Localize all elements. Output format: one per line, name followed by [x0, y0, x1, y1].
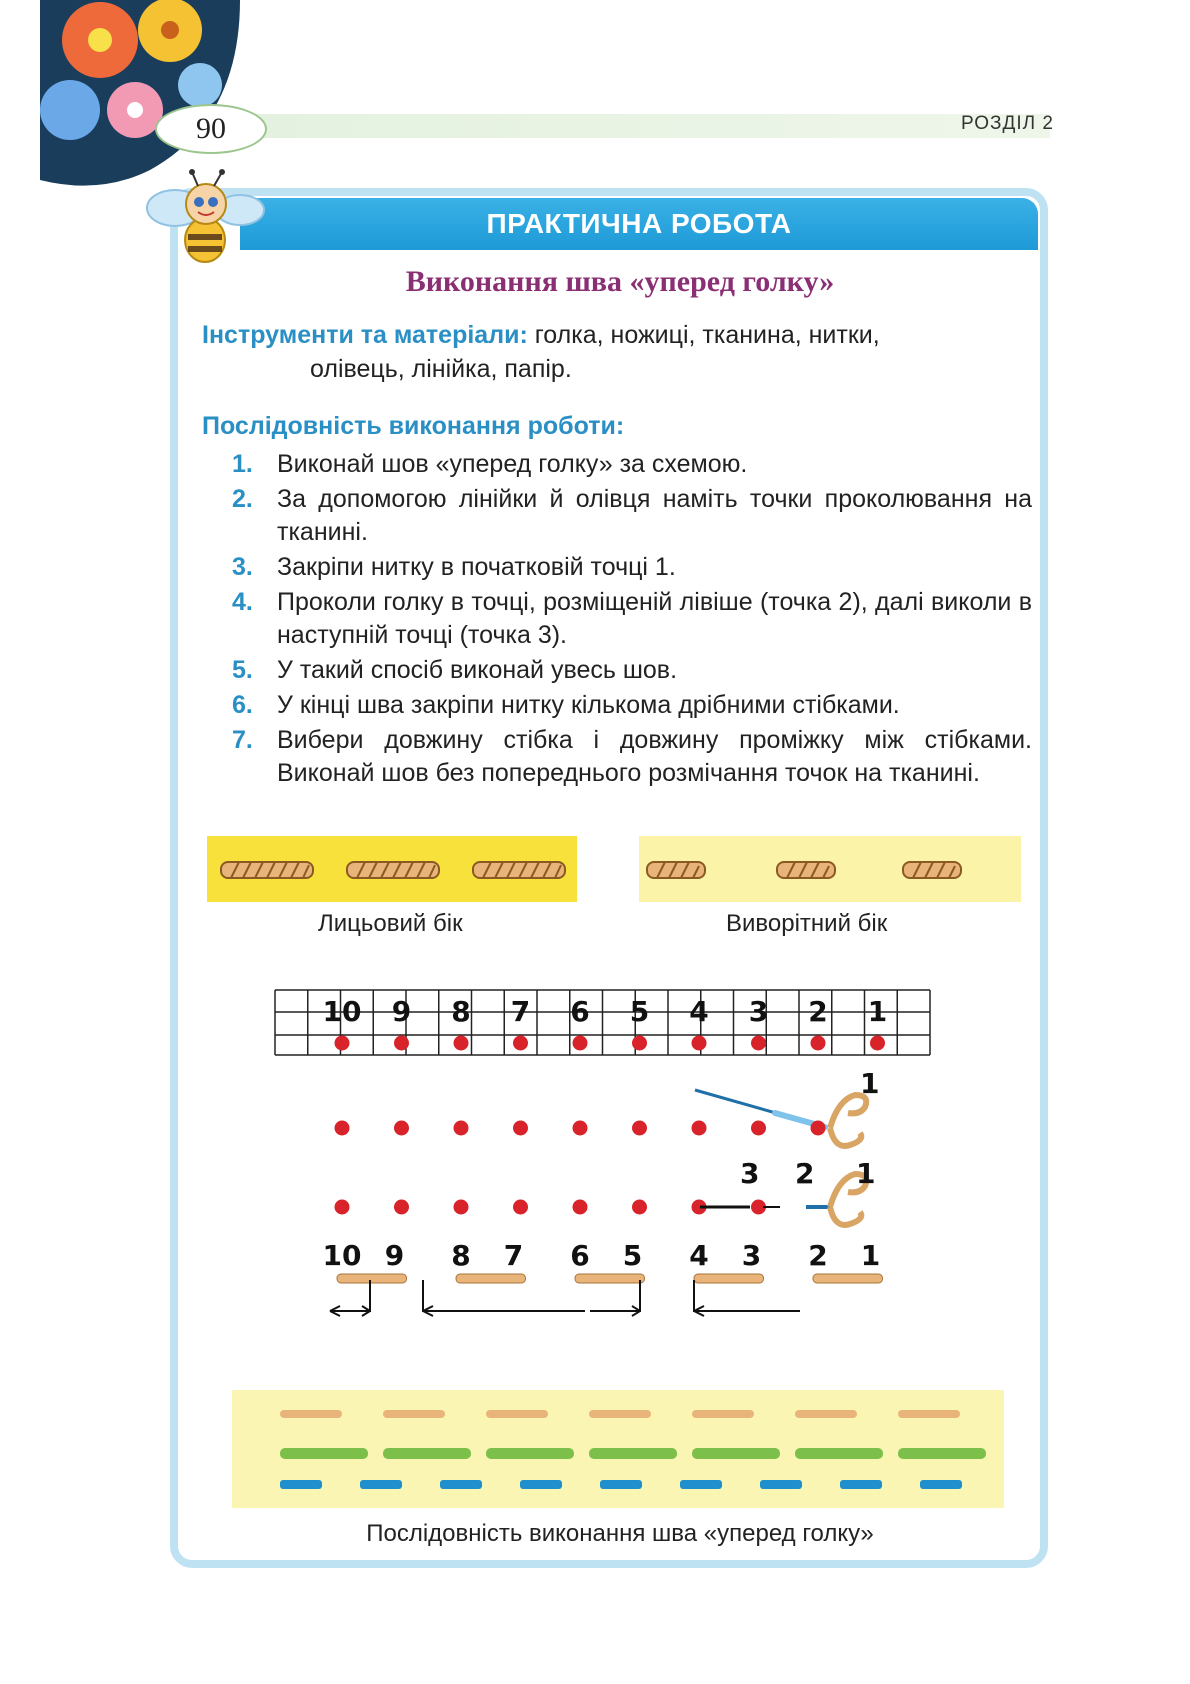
step-text: У кінці шва закріпи нитку кількома дрібними стібками. — [277, 691, 900, 719]
grid-number: 8 — [451, 995, 471, 1028]
row4-number: 9 — [384, 1239, 405, 1272]
grid-number: 9 — [391, 995, 412, 1028]
stripe-orange — [280, 1410, 342, 1418]
step-item — [232, 724, 1032, 790]
stitch-point — [632, 1121, 647, 1136]
back-side-fabric-image — [639, 836, 1021, 902]
row4-numbers — [323, 1239, 881, 1272]
stitch-point — [573, 1036, 588, 1051]
grid-number: 4 — [689, 995, 709, 1028]
grid-number: 10 — [322, 995, 362, 1028]
stripe-blue — [680, 1480, 722, 1489]
bottom-caption: Послідовність виконання шва «уперед голку» — [366, 1520, 874, 1547]
stitch-point — [632, 1036, 647, 1051]
stitch — [456, 1274, 526, 1283]
stripe-blue — [440, 1480, 482, 1489]
row3-label: 3 — [740, 1157, 760, 1190]
materials-label: Інструменти та матеріали: — [202, 321, 528, 349]
stitch-point — [394, 1036, 409, 1051]
row4-number: 4 — [689, 1239, 709, 1272]
front-side-caption: Лицьовий бік — [318, 910, 463, 937]
step-text: Виконай шов «уперед голку» за схемою. — [277, 450, 748, 478]
materials-paragraph — [202, 318, 1032, 386]
stripe-green — [383, 1448, 471, 1459]
subtitle: Виконання шва «уперед голку» — [405, 265, 835, 298]
stitch-point — [751, 1121, 766, 1136]
materials-list-line1: голка, ножиці, тканина, нитки, — [527, 321, 880, 349]
stitch-point — [513, 1121, 528, 1136]
stripe-blue — [600, 1480, 642, 1489]
grid-number: 6 — [570, 995, 590, 1028]
stitch-point — [692, 1121, 707, 1136]
row4-number: 8 — [451, 1239, 471, 1272]
flower-decoration-image — [40, 0, 260, 195]
stitch-point — [454, 1121, 469, 1136]
stripe-blue — [760, 1480, 802, 1489]
stripe-orange — [692, 1410, 754, 1418]
stripe-green — [898, 1448, 986, 1459]
row4-number: 6 — [570, 1239, 590, 1272]
stripe-orange — [898, 1410, 960, 1418]
stripe-green — [486, 1448, 574, 1459]
stitch-point — [573, 1200, 588, 1215]
stitch-point — [811, 1036, 826, 1051]
stitch-point — [513, 1036, 528, 1051]
header-strip — [250, 114, 1050, 138]
stitch — [337, 1274, 407, 1283]
step-number: 7. — [232, 726, 253, 754]
stripe-blue — [520, 1480, 562, 1489]
stripe-blue — [840, 1480, 882, 1489]
step-item — [232, 448, 1032, 481]
step-item — [232, 551, 1032, 584]
bee-mascot-icon — [140, 168, 270, 268]
stitch-point — [751, 1036, 766, 1051]
stitch-point — [870, 1036, 885, 1051]
panel-title: ПРАКТИЧНА РОБОТА — [240, 198, 1038, 250]
grid-number: 3 — [748, 995, 769, 1028]
step-text: За допомогою лінійки й олівця наміть точки проколювання на тканині. — [277, 485, 1032, 546]
step-text: Вибери довжину стібка і довжину проміжку між стібками. Виконай шов без попереднього розмічання точок на тканині. — [277, 726, 1032, 787]
step-text: Проколи голку в точці, розміщеній лівіше (точка 2), далі виколи в наступній точці (точка 3). — [277, 588, 1032, 649]
step-number: 3. — [232, 553, 253, 581]
row4-number: 5 — [622, 1239, 643, 1272]
stitch-point — [335, 1036, 350, 1051]
grid-number: 7 — [510, 995, 531, 1028]
step-number: 4. — [232, 588, 253, 616]
stripe-green — [589, 1448, 677, 1459]
step-text: Закріпи нитку в початковій точці 1. — [277, 553, 676, 581]
step-text: У такий спосіб виконай увесь шов. — [277, 656, 678, 684]
stitch — [813, 1274, 883, 1283]
step-item — [232, 654, 1032, 687]
stitch — [694, 1274, 764, 1283]
row4-number: 3 — [741, 1239, 762, 1272]
row4-number: 7 — [503, 1239, 524, 1272]
stitch-point — [394, 1121, 409, 1136]
step-number: 5. — [232, 656, 253, 684]
grid — [275, 990, 930, 1055]
stripe-blue — [280, 1480, 322, 1489]
row2-dots — [335, 1121, 826, 1136]
thread-loop-icon — [830, 1095, 866, 1146]
step-item — [232, 483, 1032, 549]
stitch-point — [692, 1036, 707, 1051]
grid-number: 1 — [867, 995, 888, 1028]
stripe-green — [280, 1448, 368, 1459]
row3-label: 2 — [795, 1157, 815, 1190]
row4-arrows — [330, 1280, 800, 1316]
row4-number: 1 — [860, 1239, 881, 1272]
stitch-diagram — [270, 985, 950, 1350]
stitch-sequence-stripes — [232, 1390, 1004, 1508]
stitch-point — [394, 1200, 409, 1215]
step-item — [232, 586, 1032, 652]
row3-label: 1 — [856, 1157, 876, 1190]
grid-dots — [335, 1036, 886, 1051]
grid-number: 5 — [629, 995, 650, 1028]
stitch-point — [632, 1200, 647, 1215]
stitch-point — [454, 1036, 469, 1051]
stripe-orange — [486, 1410, 548, 1418]
steps-list — [232, 448, 1032, 792]
stripe-blue — [360, 1480, 402, 1489]
grid-number: 2 — [808, 995, 828, 1028]
stitch — [575, 1274, 645, 1283]
materials-list-line2: олівець, лінійка, папір. — [310, 355, 572, 383]
stripe-orange — [589, 1410, 651, 1418]
front-side-fabric-image — [207, 836, 577, 902]
row2-label: 1 — [860, 1067, 880, 1100]
stitch-point — [454, 1200, 469, 1215]
stitch-point — [573, 1121, 588, 1136]
stripe-orange — [383, 1410, 445, 1418]
step-number: 1. — [232, 450, 253, 478]
sequence-heading: Послідовність виконання роботи: — [202, 412, 625, 440]
section-label: РОЗДІЛ 2 — [961, 113, 1054, 134]
stripe-green — [692, 1448, 780, 1459]
stitch-point — [513, 1200, 528, 1215]
row4-stitches — [337, 1274, 883, 1283]
page-number: 90 — [155, 104, 267, 154]
stitch-point — [811, 1121, 826, 1136]
stripe-blue — [920, 1480, 962, 1489]
row4-number: 10 — [322, 1239, 362, 1272]
back-side-caption: Виворітний бік — [726, 910, 888, 937]
step-number: 2. — [232, 485, 253, 513]
stitch-point — [335, 1200, 350, 1215]
stripe-green — [795, 1448, 883, 1459]
step-number: 6. — [232, 691, 253, 719]
stitch-point — [335, 1121, 350, 1136]
step-item — [232, 689, 1032, 722]
stripe-orange — [795, 1410, 857, 1418]
row4-number: 2 — [808, 1239, 828, 1272]
